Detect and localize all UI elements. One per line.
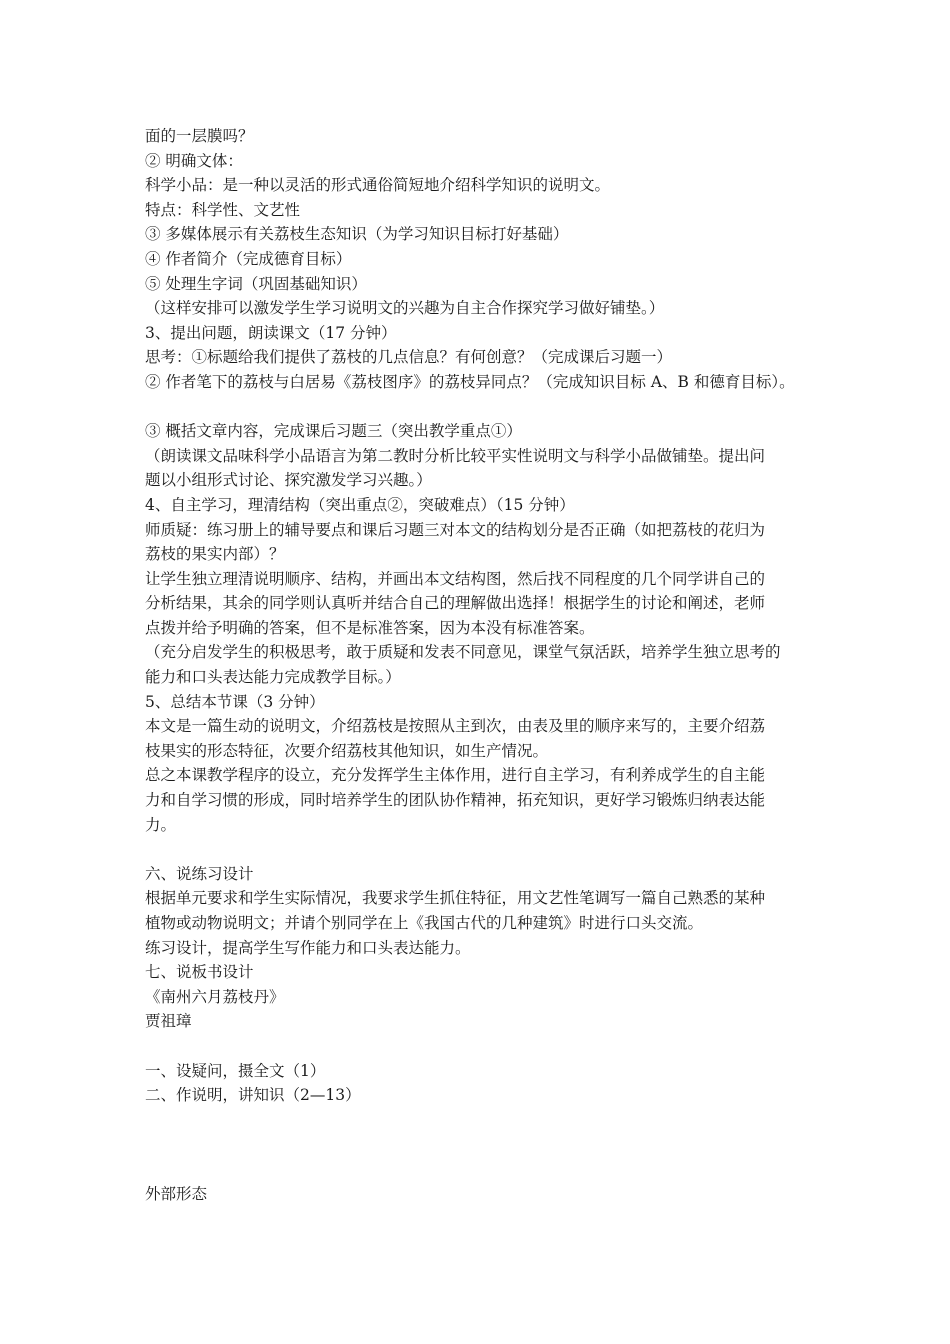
text-line: 本文是一篇生动的说明文，介绍荔枝是按照从主到次，由表及里的顺序来写的，主要介绍荔 bbox=[145, 717, 766, 736]
section-heading: 六、说练习设计 bbox=[145, 864, 254, 883]
text-line: ② 明确文体： bbox=[145, 151, 243, 170]
board-item: 外部形态 bbox=[145, 1184, 208, 1203]
text-line: 总之本课教学程序的设立，充分发挥学生主体作用，进行自主学习，有利养成学生的自主能 bbox=[145, 766, 766, 785]
blank-line bbox=[145, 1034, 813, 1059]
text-line: ④ 作者简介（完成德育目标） bbox=[145, 249, 352, 268]
text-line: ③ 多媒体展示有关荔枝生态知识（为学习知识目标打好基础） bbox=[145, 225, 569, 244]
text-line: （朗读课文品味科学小品语言为第二教时分析比较平实性说明文与科学小品做铺垫。提出问 bbox=[145, 446, 766, 465]
board-title: 《南州六月荔枝丹》 bbox=[145, 987, 285, 1006]
text-line: ② 作者笔下的荔枝与白居易《荔枝图序》的荔枝异同点？（完成知识目标 A、B 和德育目标）。 bbox=[145, 372, 795, 391]
text-line: 枝果实的形态特征，次要介绍荔枝其他知识，如生产情况。 bbox=[145, 741, 549, 760]
section-heading: 七、说板书设计 bbox=[145, 963, 254, 982]
text-line: （充分启发学生的积极思考，敢于质疑和发表不同意见，课堂气氛活跃，培养学生独立思考的 bbox=[145, 643, 781, 662]
section-heading: 3、提出问题，朗读课文（17 分钟） bbox=[145, 323, 397, 342]
blank-line bbox=[145, 1157, 813, 1182]
section-heading: 4、自主学习，理清结构（突出重点②，突破难点）（15 分钟） bbox=[145, 495, 575, 514]
blank-line bbox=[145, 837, 813, 862]
text-line: 师质疑：练习册上的辅导要点和课后习题三对本文的结构划分是否正确（如把荔枝的花归为 bbox=[145, 520, 766, 539]
section-heading: 5、总结本节课（3 分钟） bbox=[145, 692, 325, 711]
text-line: 科学小品：是一种以灵活的形式通俗简短地介绍科学知识的说明文。 bbox=[145, 176, 611, 195]
board-item: 一、设疑问，摄全文（1） bbox=[145, 1061, 326, 1080]
text-line: （这样安排可以激发学生学习说明文的兴趣为自主合作探究学习做好铺垫。） bbox=[145, 299, 665, 318]
text-line: 荔枝的果实内部）？ bbox=[145, 545, 285, 564]
text-line: 让学生独立理清说明顺序、结构，并画出本文结构图，然后找不同程度的几个同学讲自己的 bbox=[145, 569, 766, 588]
text-line: 面的一层膜吗？ bbox=[145, 127, 254, 145]
text-line: ③ 概括文章内容，完成课后习题三（突出教学重点①） bbox=[145, 422, 522, 441]
text-line: 根据单元要求和学生实际情况，我要求学生抓住特征，用文艺性笔调写一篇自己熟悉的某种 bbox=[145, 889, 766, 908]
text-line: 思考：①标题给我们提供了荔枝的几点信息？有何创意？（完成课后习题一） bbox=[145, 348, 673, 367]
text-line: 能力和口头表达能力完成教学目标。） bbox=[145, 668, 401, 687]
board-author: 贾祖璋 bbox=[145, 1012, 192, 1031]
blank-line bbox=[145, 1108, 813, 1157]
text-line: 特点：科学性、文艺性 bbox=[145, 200, 301, 219]
text-line: 植物或动物说明文；并请个别同学在上《我国古代的几种建筑》时进行口头交流。 bbox=[145, 914, 704, 932]
board-item: 二、作说明，讲知识（2—13） bbox=[145, 1086, 361, 1105]
text-line: 练习设计，提高学生写作能力和口头表达能力。 bbox=[145, 938, 471, 957]
text-line: ⑤ 处理生字词（巩固基础知识） bbox=[145, 274, 367, 293]
text-line: 题以小组形式讨论、探究激发学习兴趣。） bbox=[145, 471, 432, 490]
text-line: 力和自学习惯的形成，同时培养学生的团队协作精神，拓充知识，更好学习锻炼归纳表达能 bbox=[145, 791, 766, 810]
document-body bbox=[145, 124, 813, 1206]
text-line: 点拨并给予明确的答案，但不是标准答案，因为本没有标准答案。 bbox=[145, 618, 595, 637]
blank-line bbox=[145, 395, 813, 420]
text-line: 力。 bbox=[145, 815, 177, 834]
text-line: 分析结果，其余的同学则认真听并结合自己的理解做出选择！根据学生的讨论和阐述，老师 bbox=[145, 594, 766, 613]
